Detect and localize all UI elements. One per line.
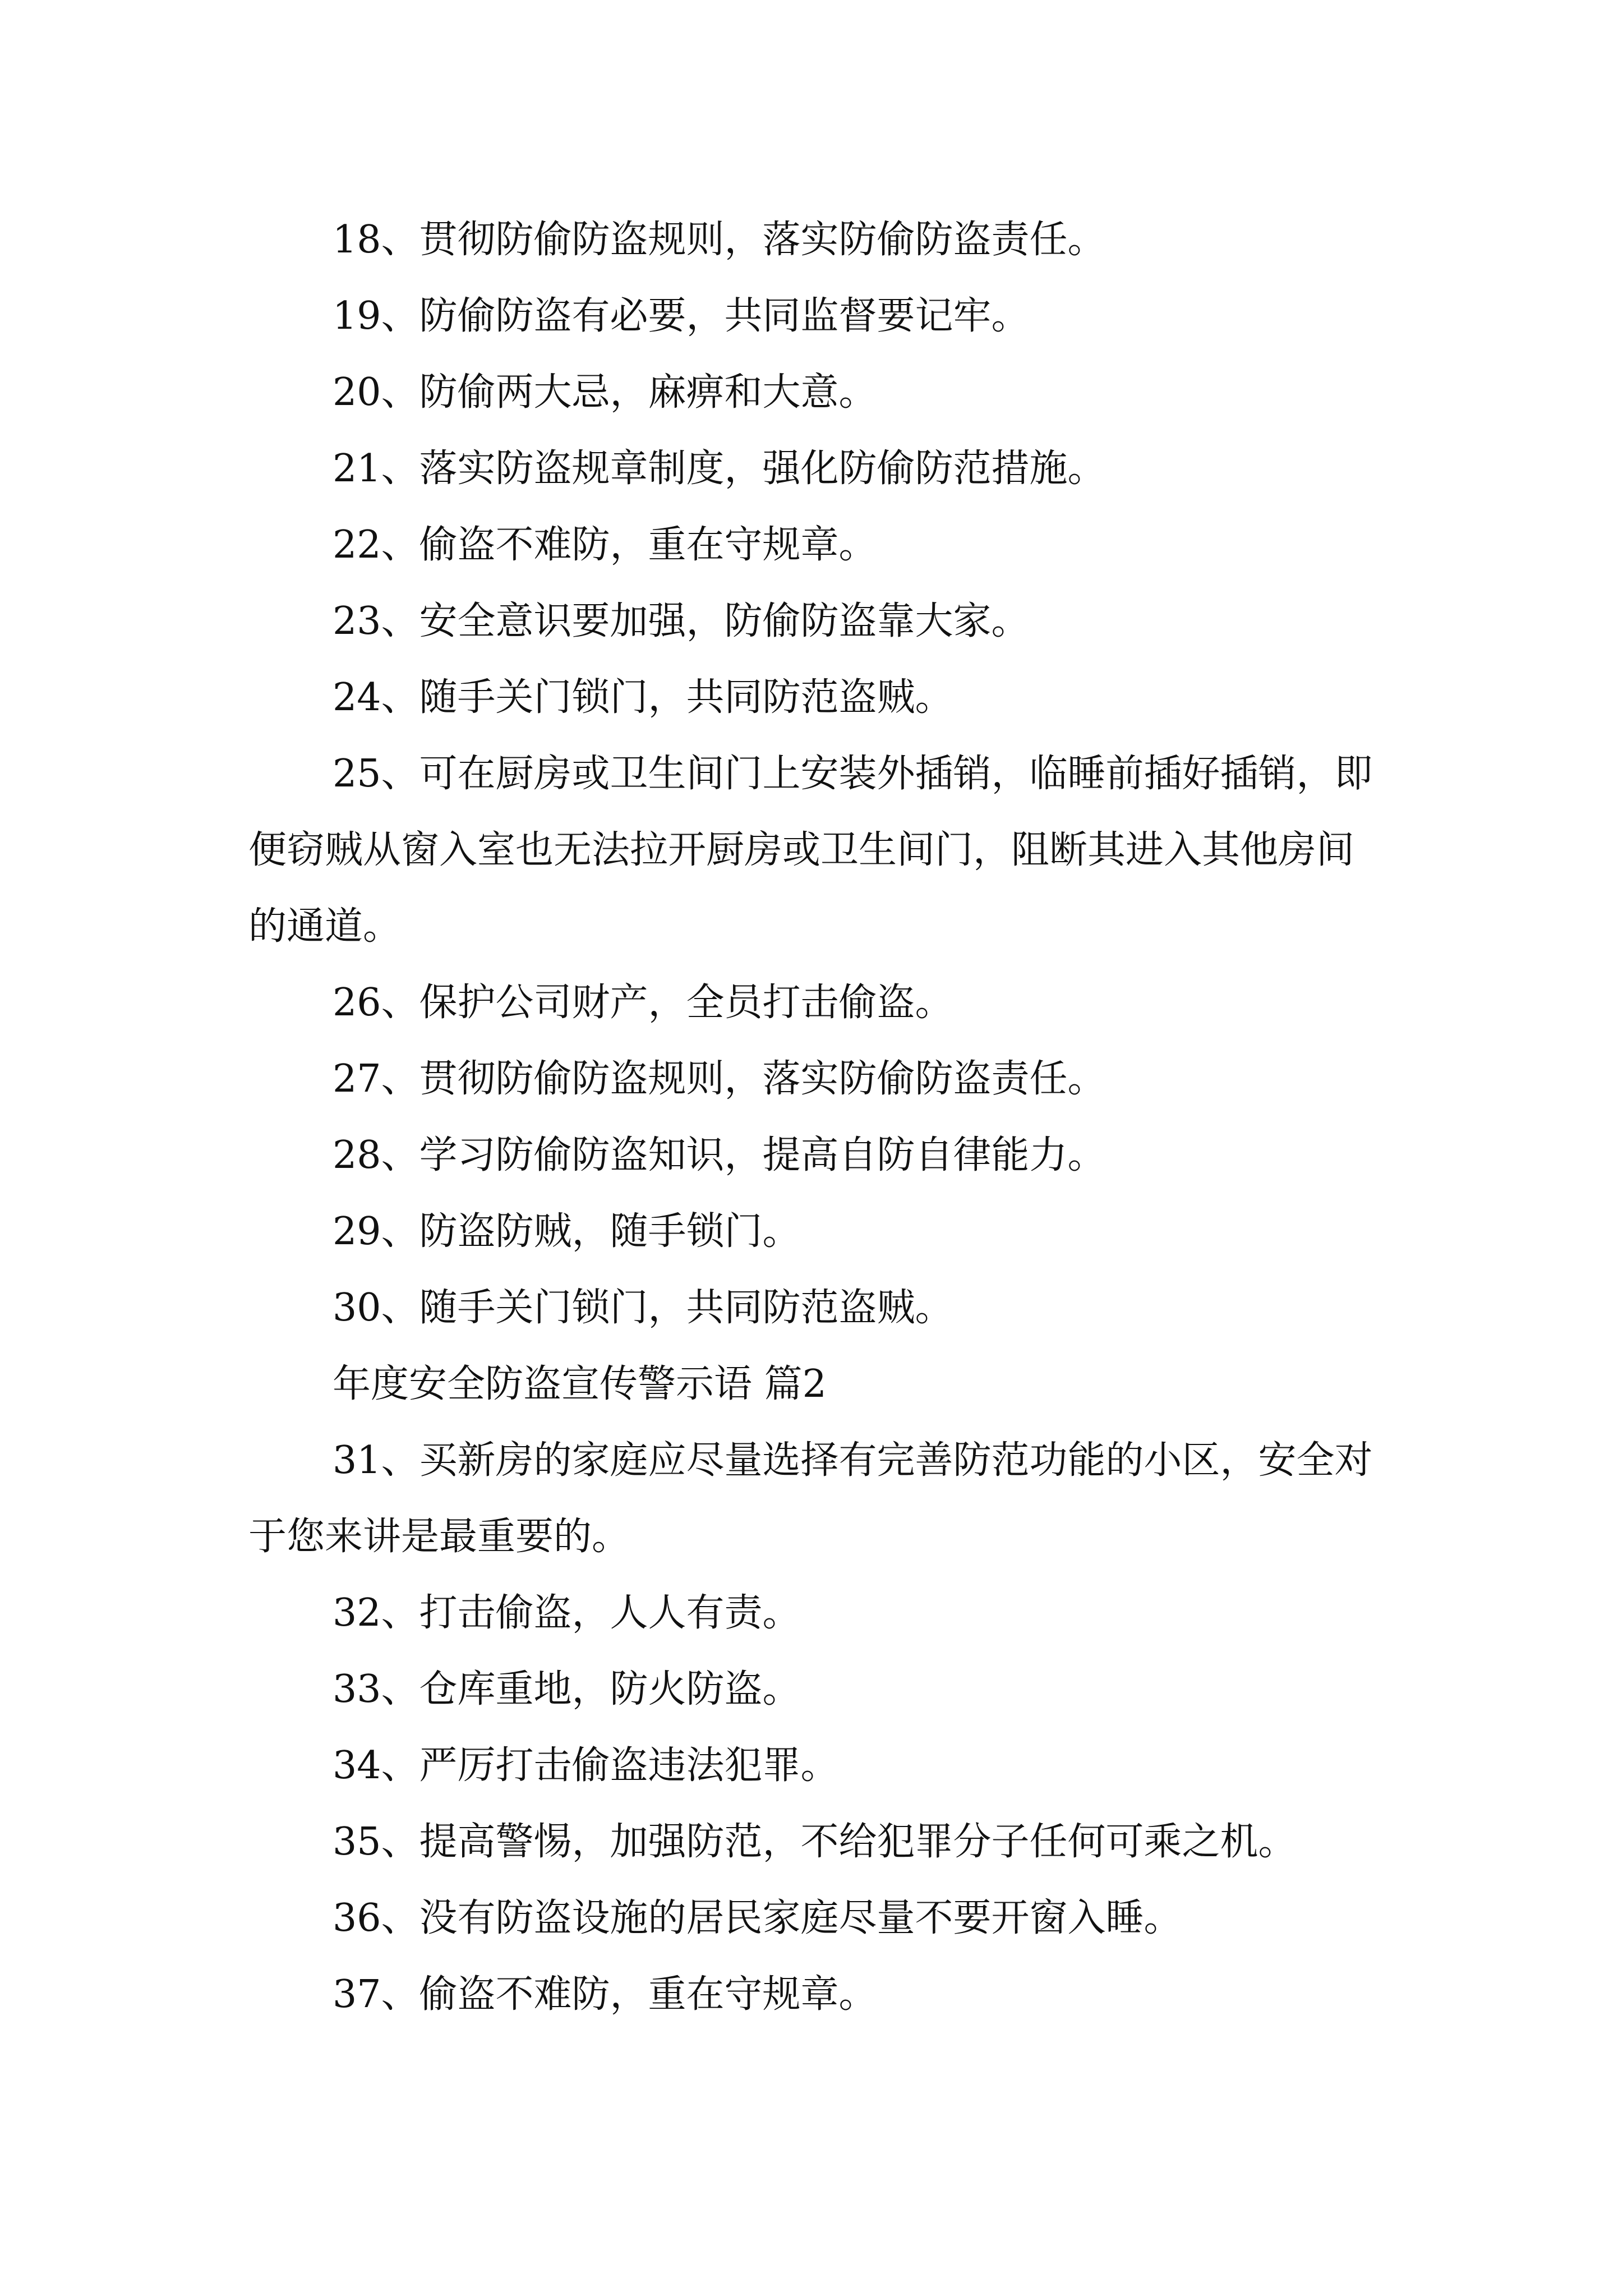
paragraph-22: 22、偷盗不难防，重在守规章。 bbox=[333, 523, 877, 567]
paragraph-25: 25、可在厨房或卫生间门上安装外插销，临睡前插好插销，即便窃贼从窗入室也无法拉开厨房或卫生间门，阻断其进入其他房间的通道。 bbox=[248, 752, 1373, 949]
paragraph-35: 35、提高警惕，加强防范，不给犯罪分子任何可乘之机。 bbox=[333, 1820, 1297, 1864]
paragraph-24: 24、随手关门锁门，共同防范盗贼。 bbox=[333, 675, 953, 720]
paragraph-26: 26、保护公司财产，全员打击偷盗。 bbox=[333, 981, 953, 1025]
paragraph-18: 18、贯彻防偷防盗规则，落实防偷防盗责任。 bbox=[333, 218, 1106, 262]
paragraph-28: 28、学习防偷防盗知识，提高自防自律能力。 bbox=[333, 1133, 1106, 1177]
paragraph-20: 20、防偷两大忌，麻痹和大意。 bbox=[333, 370, 877, 415]
paragraph-29: 29、防盗防贼，随手锁门。 bbox=[333, 1209, 801, 1254]
paragraph-31: 31、买新房的家庭应尽量选择有完善防范功能的小区，安全对于您来讲是最重要的。 bbox=[248, 1438, 1373, 1559]
paragraph-19: 19、防偷防盗有必要，共同监督要记牢。 bbox=[333, 294, 1030, 338]
paragraph-36: 36、没有防盗设施的居民家庭尽量不要开窗入睡。 bbox=[333, 1896, 1182, 1940]
paragraph-23: 23、安全意识要加强，防偷防盗靠大家。 bbox=[333, 599, 1030, 643]
paragraph-34: 34、严厉打击偷盗违法犯罪。 bbox=[333, 1743, 839, 1788]
paragraph-27: 27、贯彻防偷防盗规则，落实防偷防盗责任。 bbox=[333, 1057, 1106, 1101]
document-body bbox=[248, 202, 1387, 2033]
paragraph-37: 37、偷盗不难防，重在守规章。 bbox=[333, 1972, 877, 2017]
paragraph-32: 32、打击偷盗，人人有责。 bbox=[333, 1591, 801, 1635]
paragraph-30: 30、随手关门锁门，共同防范盗贼。 bbox=[333, 1286, 953, 1330]
paragraph-33: 33、仓库重地，防火防盗。 bbox=[333, 1667, 801, 1711]
paragraph-21: 21、落实防盗规章制度，强化防偷防范措施。 bbox=[333, 447, 1106, 491]
section-heading: 年度安全防盗宣传警示语 篇2 bbox=[333, 1362, 827, 1406]
